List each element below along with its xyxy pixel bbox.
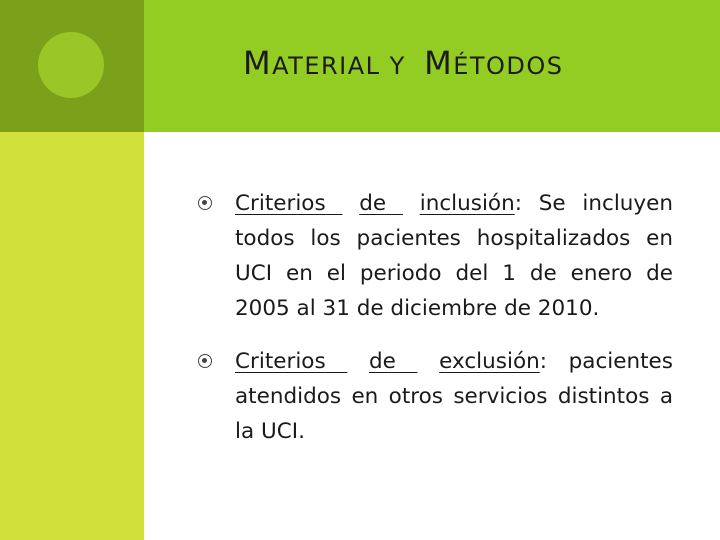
term-word: inclusión	[419, 191, 515, 216]
bullet-icon	[198, 354, 212, 368]
term-word: Criterios	[235, 349, 326, 374]
criteria-list	[198, 186, 673, 467]
slide-title	[243, 44, 564, 82]
list-item-inclusion	[198, 186, 673, 326]
item-text: Se incluyen todos los pacientes hospitalizados en UCI en el periodo del 1 de enero de 2005 al 31 de diciembre de 2010.	[235, 191, 673, 321]
term-colon: :	[514, 191, 522, 216]
title-initial: M	[243, 44, 273, 82]
item-text: pacientes atendidos en otros servicios distintos a la UCI.	[235, 349, 673, 444]
term-colon: :	[539, 349, 547, 374]
term-word: de	[368, 349, 396, 374]
term-word: Criterios	[235, 191, 326, 216]
bullet-icon	[198, 196, 212, 210]
term-word: exclusión	[439, 349, 540, 374]
title-word: ATERIAL Y	[272, 52, 406, 80]
list-item-exclusion	[198, 344, 673, 449]
title-initial: M	[424, 44, 454, 82]
left-accent-bar-bottom	[0, 132, 144, 540]
term-word: de	[359, 191, 387, 216]
title-word: ÉTODOS	[453, 52, 564, 80]
decorative-circle	[38, 32, 104, 98]
